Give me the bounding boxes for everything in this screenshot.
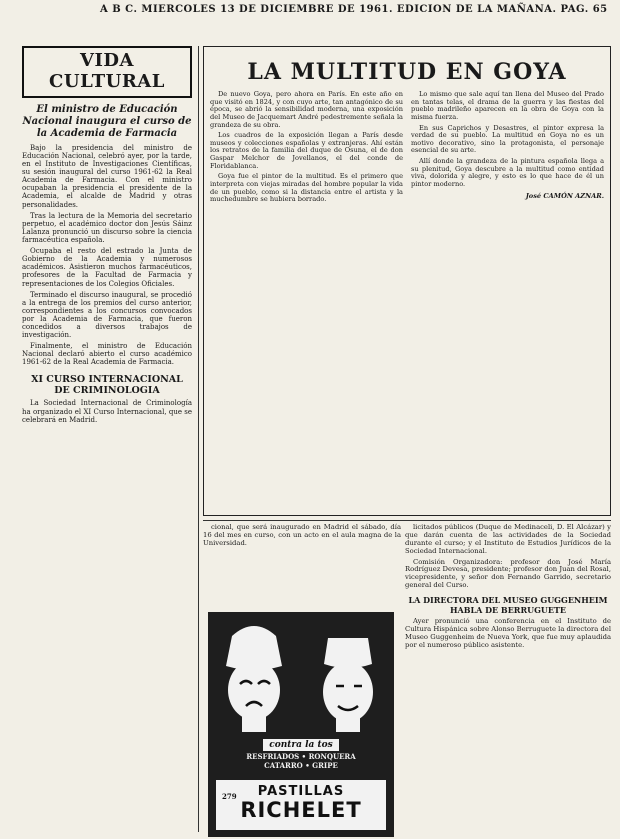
ad-brand-line-1: PASTILLAS bbox=[257, 784, 345, 799]
feature-column-2 bbox=[411, 91, 604, 207]
ad-brand-line-2: RICHELET bbox=[240, 798, 362, 822]
ad-brand bbox=[216, 780, 386, 830]
right-column-paragraph: Comisión Organizadora: profesor don José María Rodríguez Devesa, presidente; profesor don Juan del Rosal, vicepresidente, y señor don Fernando Garrido, secretario general del Curso. bbox=[405, 557, 611, 590]
feature-paragraph: Lo mismo que sale aquí tan llena del Museo del Prado en tantas telas, el drama de la guerra y las fiestas del pueblo madrileño aparecen en la obra de Goya con la misma fuerza. bbox=[411, 90, 604, 121]
horizontal-divider bbox=[203, 520, 611, 521]
column-divider bbox=[198, 46, 199, 832]
feature-column-1 bbox=[210, 91, 403, 207]
page-header: A B C. MIERCOLES 13 DE DICIEMBRE DE 1961. EDICION DE LA MAÑANA. PAG. 65 bbox=[100, 4, 608, 15]
right-sub-paragraph: Ayer pronunció una conferencia en el Instituto de Cultura Hispánica sobre Alonso Berruguete la directora del Museo Guggenheim de Nueva York, que fue muy aplaudida por el numeroso público asistente. bbox=[405, 617, 611, 649]
left-article-paragraph: Terminado el discurso inaugural, se procedió a la entrega de los premios del curso anterior, correspondientes a los concursos convocados por la Academia de Farmacia, que fueron concedidos a diversos trabajos de investigación. bbox=[22, 290, 192, 340]
left-article-paragraph: Bajo la presidencia del ministro de Educación Nacional, celebró ayer, por la tarde, en el Instituto de Investigaciones Científicas, su sesión inaugural del curso 1961-62 la Real Academia de Farmacia. Con el ministro ocupaban la presidencia el presidente de la Academia, el alcalde de Madrid y otras personalidades. bbox=[22, 143, 192, 209]
ad-line-2: CATARRO • GRIPE bbox=[264, 760, 338, 770]
ad-line-1: RESFRIADOS • RONQUERA bbox=[246, 752, 356, 761]
feature-paragraph: Allí donde la grandeza de la pintura española llega a su plenitud, Goya descubre a la multitud como entidad viva, dolorida y alegre, y esto es lo que hace de él un pintor moderno. bbox=[411, 157, 604, 189]
left-article-paragraph: Finalmente, el ministro de Educación Nacional declaró abierto el curso académico 1961-62 de la Real Academia de Farmacia. bbox=[22, 342, 192, 367]
bottle-character-right-icon bbox=[306, 618, 390, 736]
ad-illustration bbox=[212, 618, 390, 736]
left-sub-paragraph: La Sociedad Internacional de Criminología ha organizado el XI Curso Internacional, que se celebrará en Madrid. bbox=[22, 399, 192, 424]
feature-title: LA MULTITUD EN GOYA bbox=[247, 59, 567, 85]
feature-article bbox=[203, 46, 611, 516]
right-column-paragraph: licitados públicos (Duque de Medinaceli, D. El Alcázar) y que darán cuenta de las actividades de la Sociedad durante el curso; y el Instituto de Estudios Jurídicos de la Sociedad Internacional. bbox=[405, 523, 611, 555]
ad-tagline: contra la tos bbox=[263, 739, 339, 751]
left-article-paragraph: Tras la lectura de la Memoria del secretario perpetuo, el académico doctor don Jesús Sáinz Lalanza pronunció un discurso sobre la ciencia farmacéutica española. bbox=[22, 211, 192, 244]
richelet-advertisement bbox=[208, 612, 394, 837]
feature-paragraph: En sus Caprichos y Desastres, el pintor expresa la verdad de su pueblo. La multitud en Goya no es un motivo decorativo, sino la protagonista, el personaje esencial de su arte. bbox=[411, 123, 604, 155]
feature-signature: José CAMÓN AZNAR. bbox=[525, 191, 604, 200]
bottle-character-left-icon bbox=[212, 618, 296, 736]
section-title-box: VIDA CULTURAL bbox=[22, 46, 192, 98]
left-article-headline: El ministro de Educación Nacional inaugura el curso de la Academia de Farmacia bbox=[22, 103, 192, 139]
feature-paragraph: Goya fue el pintor de la multitud. Es el primero que interpreta con viejas miradas del hombre popular la vida de un pueblo, como si la distancia entre el artista y la muchedumbre se hubiera borrado. bbox=[210, 172, 403, 204]
left-column bbox=[22, 46, 192, 427]
right-column bbox=[405, 524, 611, 653]
right-subhead: LA DIRECTORA DEL MUSEO GUGGENHEIM HABLA DE BERRUGUETE bbox=[408, 595, 608, 615]
middle-column-text: cional, que será inaugurado en Madrid el sábado, día 16 del mes en curso, con un acto en el aula magna de la Universidad. bbox=[203, 523, 401, 547]
middle-column bbox=[203, 524, 401, 548]
feature-paragraph: Los cuadros de la exposición llegan a París desde museos y colecciones españolas y extranjeras. Ahí están los retratos de la familia del duque de Osuna, el de don Gaspar Melchor de Jovellanos, el del conde de Floridablanca. bbox=[210, 131, 403, 170]
left-article-paragraph: Ocupaba el resto del estrado la Junta de Gobierno de la Academia y numerosos académicos. Asistieron muchos farmacéuticos, profesores de la Facultad de Farmacia y representaciones de los Colegios Oficiales. bbox=[22, 247, 192, 288]
feature-paragraph: De nuevo Goya, pero ahora en París. En este año en que visitó en 1824, y con cuyo arte, tan antagónico de su época, se abrió la sensibilidad moderna, una exposición del Museo de Jacquemart André pedestremente señala la grandeza de su obra. bbox=[210, 90, 403, 129]
ad-number: 279 bbox=[222, 792, 237, 801]
left-subhead: XI CURSO INTERNACIONAL DE CRIMINOLOGIA bbox=[31, 373, 183, 396]
